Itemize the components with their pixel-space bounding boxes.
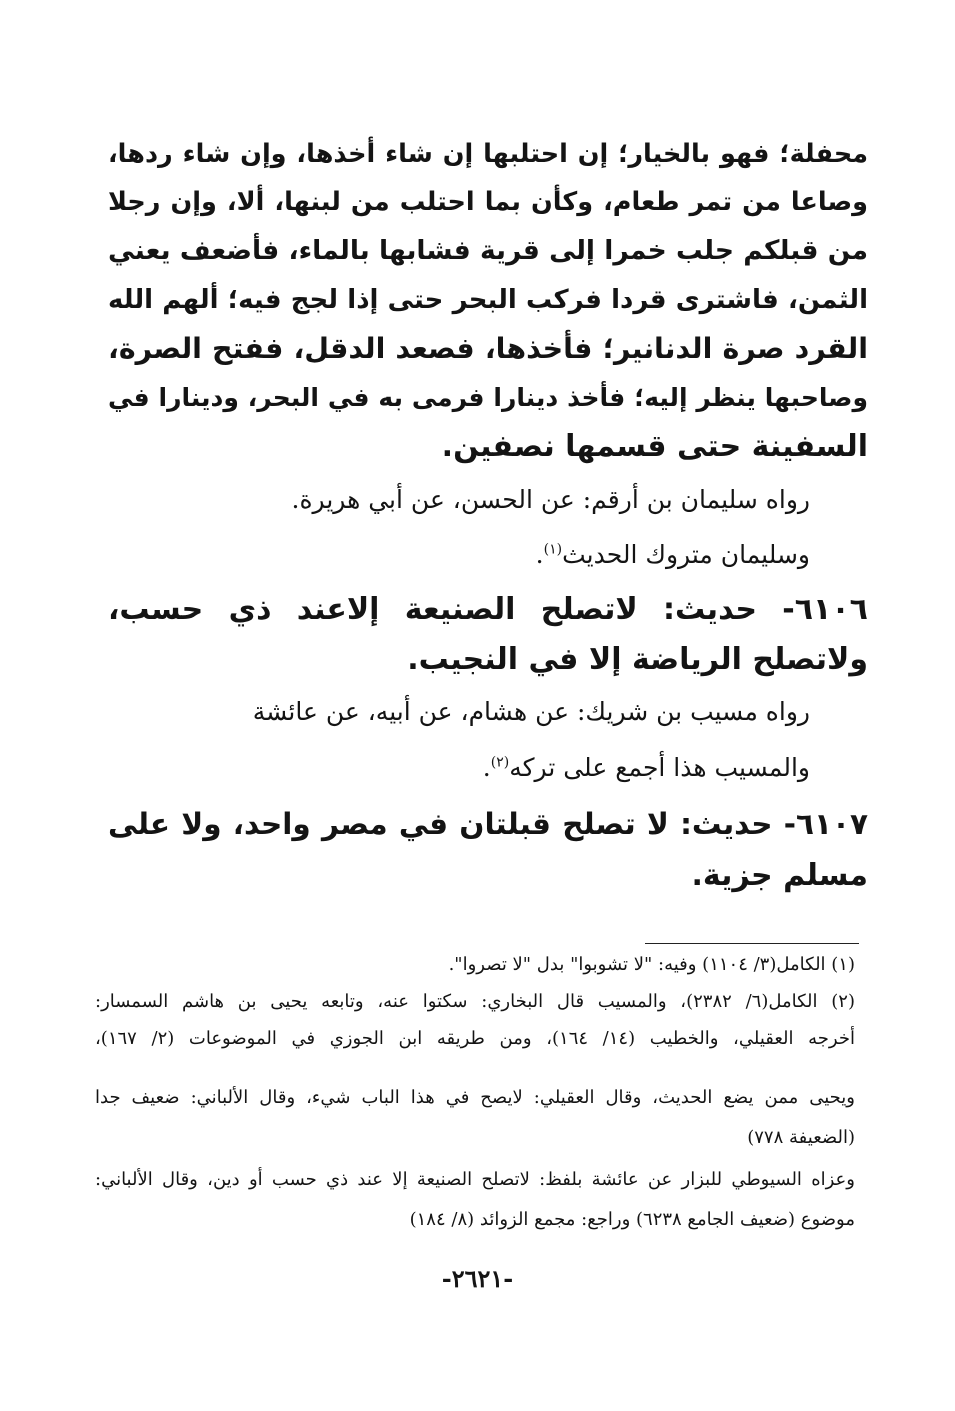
- footnote-line: ويحيى ممن يضع الحديث، وقال العقيلي: لايصح في هذا الباب شيء، وقال الألباني: ضعيف جدا: [95, 1087, 855, 1108]
- narration-note-end: .: [535, 540, 544, 569]
- footnote-line: موضوع (ضعيف الجامع ٦٢٣٨) وراجع: مجمع الزوائد (٨/ ١٨٤): [409, 1209, 855, 1230]
- text-line: السفينة حتى قسمها نصفين.: [441, 429, 868, 464]
- footnote-line: وعزاه السيوطي للبزار عن عائشة بلفظ: لاتصلح الصنيعة إلا عند ذي حسب أو دين، وقال الألباني:: [95, 1169, 855, 1190]
- narration-note-end: .: [482, 753, 491, 782]
- footnote-line: (الضعيفة ٧٧٨): [747, 1127, 855, 1148]
- narration-note: [50, 535, 810, 575]
- footnote-line: (١) الكامل(٣/ ١١٠٤) وفيه: "لا تشوبوا" بدل "لا تصروا".: [448, 954, 855, 975]
- narration-note: [50, 748, 810, 788]
- text-line: وصاحبها ينظر إليه؛ فأخذ دينارا فرمى به في البحر، ودينارا في: [108, 383, 868, 412]
- page-number: -٢٦٢١-: [441, 1264, 514, 1293]
- footnote-ref: (١): [543, 541, 563, 558]
- text-line: من قبلكم جلب خمرا إلى قرية فشابها بالماء، فأضعف يعني: [108, 235, 868, 266]
- footnote-line: أخرجه العقيلي، والخطيب (١٤/ ١٦٤)، ومن طريقه ابن الجوزي في الموضوعات (٢/ ١٦٧)،: [95, 1028, 855, 1049]
- text-line: محفلة؛ فهو بالخيار؛ إن احتلبها إن شاء أخذها، وإن شاء ردها،: [108, 139, 868, 169]
- hadith-line: مسلم جزية.: [691, 858, 868, 893]
- text-line: وصاعا من تمر طعام، وكأن بما احتلب من لبنها، ألا، وإن رجلا: [108, 187, 868, 217]
- narration-note-text: وسليمان متروك الحديث: [562, 540, 810, 569]
- narration-line: رواه سليمان بن أرقم: عن الحسن، عن أبي هريرة.: [291, 485, 810, 514]
- footnote-line: (٢) الكامل(٦/ ٢٣٨٢)، والمسيب قال البخاري: سكتوا عنه، وتابعه يحيى بن هاشم السمسار:: [95, 991, 855, 1012]
- narration-note-text: والمسيب هذا أجمع على تركه: [509, 753, 810, 782]
- hadith-line: ولاتصلح الرياضة إلا في النجيب.: [407, 642, 868, 677]
- text-line: الثمن، فاشترى قردا فركب البحر حتى إذا لجج فيه؛ ألهم الله: [108, 285, 868, 315]
- footnote-divider: [645, 943, 859, 944]
- text-line: القرد صرة الدنانير؛ فأخذها، فصعد الدقل، ففتح الصرة،: [108, 332, 868, 365]
- footnote-ref: (٢): [490, 754, 510, 771]
- hadith-line: ٦١٠٧- حديث: لا تصلح قبلتان في مصر واحد، ولا على: [108, 807, 868, 841]
- narration-line: رواه مسيب بن شريك: عن هشام، عن أبيه، عن عائشة: [252, 697, 810, 726]
- hadith-line: ٦١٠٦- حديث: لاتصلح الصنيعة إلاعند ذي حسب،: [108, 592, 868, 627]
